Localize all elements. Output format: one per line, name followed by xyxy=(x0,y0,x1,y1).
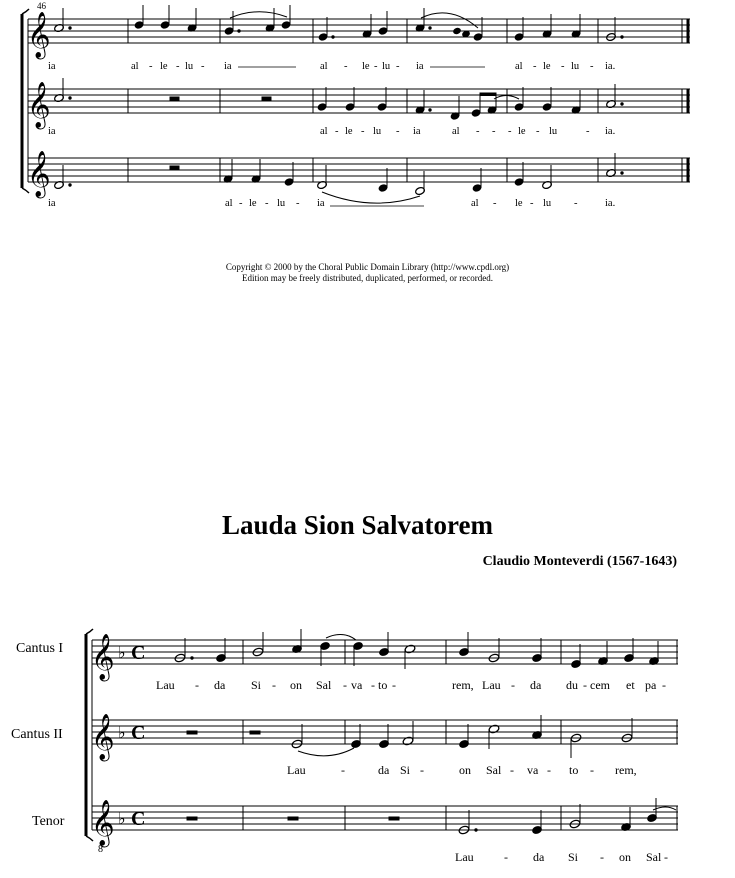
part-name-cantus-2: Cantus II xyxy=(11,727,63,742)
lyric-syllable: le xyxy=(160,61,168,72)
treble-clef-icon: 𝄞 xyxy=(27,82,51,128)
lyric-syllable: - xyxy=(344,61,348,72)
octave-marker: 8 xyxy=(98,844,103,855)
lyric-syllable: - xyxy=(149,61,153,72)
lyric-syllable: - xyxy=(600,850,604,864)
lyric-syllable: al xyxy=(131,61,139,72)
flat-icon: ♭ xyxy=(118,643,126,662)
piece-title: Lauda Sion Salvatorem xyxy=(221,510,494,540)
lyric-syllable: lu xyxy=(543,198,552,209)
treble-clef-icon: 𝄞 xyxy=(91,800,115,846)
lyric-syllable: Sal xyxy=(646,850,662,864)
lyric-syllable: - xyxy=(504,850,508,864)
lyric-syllable: - xyxy=(176,61,180,72)
lyric-syllable: - xyxy=(510,763,514,777)
lyric-syllable: Sal xyxy=(316,678,332,692)
lyric-syllable: - xyxy=(195,678,199,692)
lyric-syllable: al xyxy=(320,126,328,137)
lyric-syllable: on xyxy=(619,850,631,864)
lyric-syllable: Lau xyxy=(287,763,306,777)
lyric-syllable: - xyxy=(530,198,534,209)
lyric-syllable: ia xyxy=(317,198,325,209)
lyric-syllable: - xyxy=(374,61,378,72)
measure-number: 46 xyxy=(37,1,46,11)
lyric-syllable: da xyxy=(533,850,545,864)
lyric-syllable: le xyxy=(362,61,370,72)
part-name-tenor: Tenor xyxy=(32,814,65,829)
lyric-syllable: - xyxy=(492,126,496,137)
lyric-syllable: - xyxy=(590,61,594,72)
lyric-syllable: - xyxy=(574,198,578,209)
lyric-syllable: - xyxy=(371,678,375,692)
lyric-syllable: lu xyxy=(382,61,391,72)
lyric-syllable: al xyxy=(452,126,460,137)
lyric-syllable: le xyxy=(518,126,526,137)
lyric-syllable: rem, xyxy=(615,763,637,777)
lyric-syllable: Si xyxy=(251,678,262,692)
lyric-syllable: ia. xyxy=(605,126,616,137)
lyric-syllable: al xyxy=(515,61,523,72)
lyric-syllable: - xyxy=(547,763,551,777)
lyric-syllable: - xyxy=(396,61,400,72)
lyric-syllable: ia xyxy=(413,126,421,137)
lyric-syllable: - xyxy=(536,126,540,137)
lyric-syllable: - xyxy=(493,198,497,209)
lyric-syllable: - xyxy=(586,126,590,137)
lyric-syllable: - xyxy=(272,678,276,692)
lyric-syllable: - xyxy=(296,198,300,209)
lyric-syllable: - xyxy=(392,678,396,692)
lyric-syllable: - xyxy=(265,198,269,209)
lyric-syllable: du xyxy=(566,678,578,692)
lyric-syllable: - xyxy=(396,126,400,137)
lyric-syllable: da xyxy=(378,763,390,777)
lyric-syllable: al xyxy=(471,198,479,209)
lyric-syllable: le xyxy=(515,198,523,209)
lyric-syllable: le xyxy=(543,61,551,72)
lyric-syllable: - xyxy=(590,763,594,777)
copyright-line: Copyright © 2000 by the Choral Public Domain Library (http://www.cpdl.org) xyxy=(225,262,510,272)
treble-clef-icon: 𝄞 xyxy=(91,634,115,680)
lyric-syllable: Si xyxy=(568,850,579,864)
lyric-syllable: - xyxy=(664,850,668,864)
lyric-syllable: - xyxy=(508,126,512,137)
lyric-syllable: da xyxy=(214,678,226,692)
lyric-syllable: ia xyxy=(48,126,56,137)
lyric-syllable: Lau xyxy=(482,678,501,692)
lyric-syllable: - xyxy=(201,61,205,72)
lyric-syllable: - xyxy=(341,763,345,777)
lyric-syllable: cem xyxy=(590,678,610,692)
time-signature: C xyxy=(131,642,146,664)
time-signature: C xyxy=(131,722,146,744)
lyric-syllable: Lau xyxy=(455,850,474,864)
lyric-syllable: lu xyxy=(373,126,382,137)
lyric-syllable: le xyxy=(249,198,257,209)
lyric-syllable: va xyxy=(351,678,363,692)
treble-clef-icon: 𝄞 xyxy=(27,151,51,197)
lyric-syllable: Lau xyxy=(156,678,175,692)
lyric-syllable: to xyxy=(378,678,388,692)
flat-icon: ♭ xyxy=(118,723,126,742)
copyright-notice xyxy=(0,262,735,284)
lyric-syllable: ia xyxy=(224,61,232,72)
treble-clef-icon: 𝄞 xyxy=(91,714,115,760)
lyric-syllable: ia xyxy=(48,61,56,72)
lyric-syllable: ia xyxy=(416,61,424,72)
composer-credit: Claudio Monteverdi (1567-1643) xyxy=(482,554,677,569)
lyric-syllable: ia. xyxy=(605,198,616,209)
lyric-syllable: - xyxy=(239,198,243,209)
lyric-syllable: to xyxy=(569,763,579,777)
lyric-syllable: ia. xyxy=(605,61,616,72)
lyric-syllable: ia xyxy=(48,198,56,209)
top-system-staves xyxy=(28,19,690,182)
lyric-syllable: lu xyxy=(277,198,286,209)
lyric-syllable: et xyxy=(626,678,635,692)
lyric-syllable: - xyxy=(343,678,347,692)
lyric-syllable: Sal xyxy=(486,763,502,777)
lyric-syllable: - xyxy=(335,126,339,137)
time-signature: C xyxy=(131,808,146,830)
lyric-syllable: al xyxy=(320,61,328,72)
bottom-system-staves xyxy=(86,629,678,841)
lyric-syllable: - xyxy=(476,126,480,137)
lyric-syllable: - xyxy=(583,678,587,692)
lyric-syllable: - xyxy=(533,61,537,72)
lyric-syllable: - xyxy=(511,678,515,692)
lyric-syllable: on xyxy=(290,678,302,692)
lyric-syllable: al xyxy=(225,198,233,209)
lyric-syllable: - xyxy=(361,126,365,137)
top-system-notes xyxy=(54,5,624,203)
lyric-syllable: on xyxy=(459,763,471,777)
lyric-syllable: - xyxy=(662,678,666,692)
treble-clef-icon: 𝄞 xyxy=(27,12,51,58)
lyric-syllable: pa xyxy=(645,678,657,692)
lyric-syllable: Si xyxy=(400,763,411,777)
lyric-syllable: le xyxy=(345,126,353,137)
lyric-syllable: lu xyxy=(571,61,580,72)
lyric-syllable: lu xyxy=(549,126,558,137)
lyric-syllable: lu xyxy=(185,61,194,72)
lyric-syllable: da xyxy=(530,678,542,692)
license-line: Edition may be freely distributed, duplicated, performed, or recorded. xyxy=(242,273,493,283)
lyric-syllable: rem, xyxy=(452,678,474,692)
lyric-syllable: - xyxy=(561,61,565,72)
lyric-syllable: - xyxy=(420,763,424,777)
lyric-syllable: va xyxy=(527,763,539,777)
flat-icon: ♭ xyxy=(118,809,126,828)
part-name-cantus-1: Cantus I xyxy=(16,641,64,656)
